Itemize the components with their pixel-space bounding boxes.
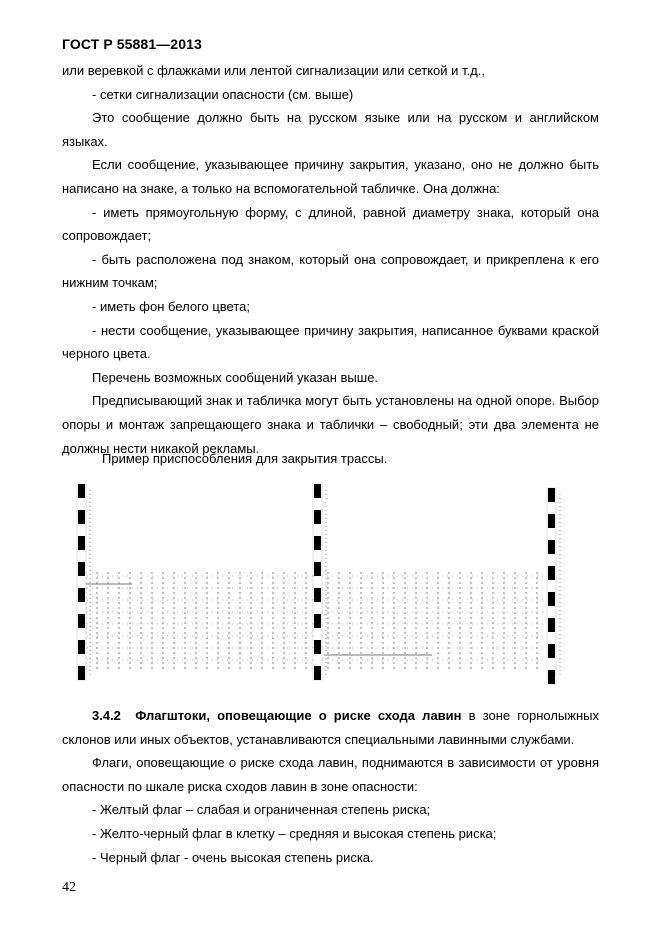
paragraph: Флаги, оповещающие о риске схода лавин, поднимаются в зависимости от уровня опасности по шкале риска сходов лавин в зоне опасности:: [62, 755, 599, 794]
pole-stripe: [314, 666, 321, 680]
pole-stripe: [78, 614, 85, 628]
paragraph: - сетки сигнализации опасности (см. выше): [92, 86, 354, 102]
pole-stripe: [78, 484, 85, 498]
paragraph: - иметь фон белого цвета;: [92, 298, 251, 314]
pole-stripe: [314, 562, 321, 576]
pole-stripe: [548, 566, 555, 580]
paragraph: - Желтый флаг – слабая и ограниченная степень риска;: [92, 802, 431, 818]
section-title: Флагштоки, оповещающие о риске схода лавин: [135, 708, 462, 723]
pole-stripe: [548, 592, 555, 606]
pole-stripe: [548, 618, 555, 632]
closure-device-illustration: [62, 480, 582, 690]
pole-stripe: [78, 666, 85, 680]
body-text-top: [62, 59, 599, 460]
paragraph: - Черный флаг - очень высокая степень риска.: [92, 849, 374, 865]
paragraph: Перечень возможных сообщений указан выше.: [92, 369, 379, 385]
paragraph: - нести сообщение, указывающее причину закрытия, написанное буквами краской черного цвета.: [62, 322, 599, 362]
paragraph: Если сообщение, указывающее причину закрытия, указано, оно не должно быть написано на знаке, а только на вспомогательной табличке. Она должна:: [62, 157, 599, 196]
pole-stripe: [314, 640, 321, 654]
pole-stripe: [314, 588, 321, 602]
pole-stripe: [314, 510, 321, 524]
paragraph: - быть расположена под знаком, который она сопровождает, и прикреплена к его нижним точкам;: [62, 251, 599, 291]
section-paragraph: [62, 704, 599, 751]
pole-stripe: [548, 670, 555, 684]
pole-stripe: [314, 536, 321, 550]
pole-stripe: [548, 488, 555, 502]
document-header: ГОСТ Р 55881—2013: [62, 36, 202, 52]
paragraph: Это сообщение должно быть на русском языке или на русском и английском языках.: [62, 110, 599, 149]
section-number: 3.4.2: [92, 708, 121, 723]
pole-stripe: [314, 484, 321, 498]
section-title-rest: в зоне горнолыжных склонов или иных объектов, устанавливаются специальными лавинными службами.: [62, 708, 599, 747]
paragraph: - иметь прямоугольную форму, с длиной, равной диаметру знака, который она сопровождает;: [62, 204, 599, 244]
page-number: 42: [62, 880, 76, 895]
pole-stripe: [314, 614, 321, 628]
paragraph: Предписывающий знак и табличка могут быть установлены на одной опоре. Выбор опоры и монтаж запрещающего знака и таблички – свободный; эти два элемента не должны нести никакой рекламы.: [62, 393, 599, 456]
pole-stripe: [78, 588, 85, 602]
pole-stripe: [548, 540, 555, 554]
pole-stripe: [78, 640, 85, 654]
pole-stripe: [78, 510, 85, 524]
pole-stripe: [78, 562, 85, 576]
paragraph: или веревкой с флажками или лентой сигнализации или сеткой и т.д.,: [62, 63, 485, 78]
pole-stripe: [548, 514, 555, 528]
body-text-bottom: [62, 704, 599, 869]
closure-device-figure: [62, 480, 582, 690]
pole-stripe: [548, 644, 555, 658]
pole-stripe: [78, 536, 85, 550]
figure-caption: Пример приспособления для закрытия трассы.: [102, 451, 388, 466]
paragraph: - Желто-черный флаг в клетку – средняя и высокая степень риска;: [92, 825, 497, 841]
